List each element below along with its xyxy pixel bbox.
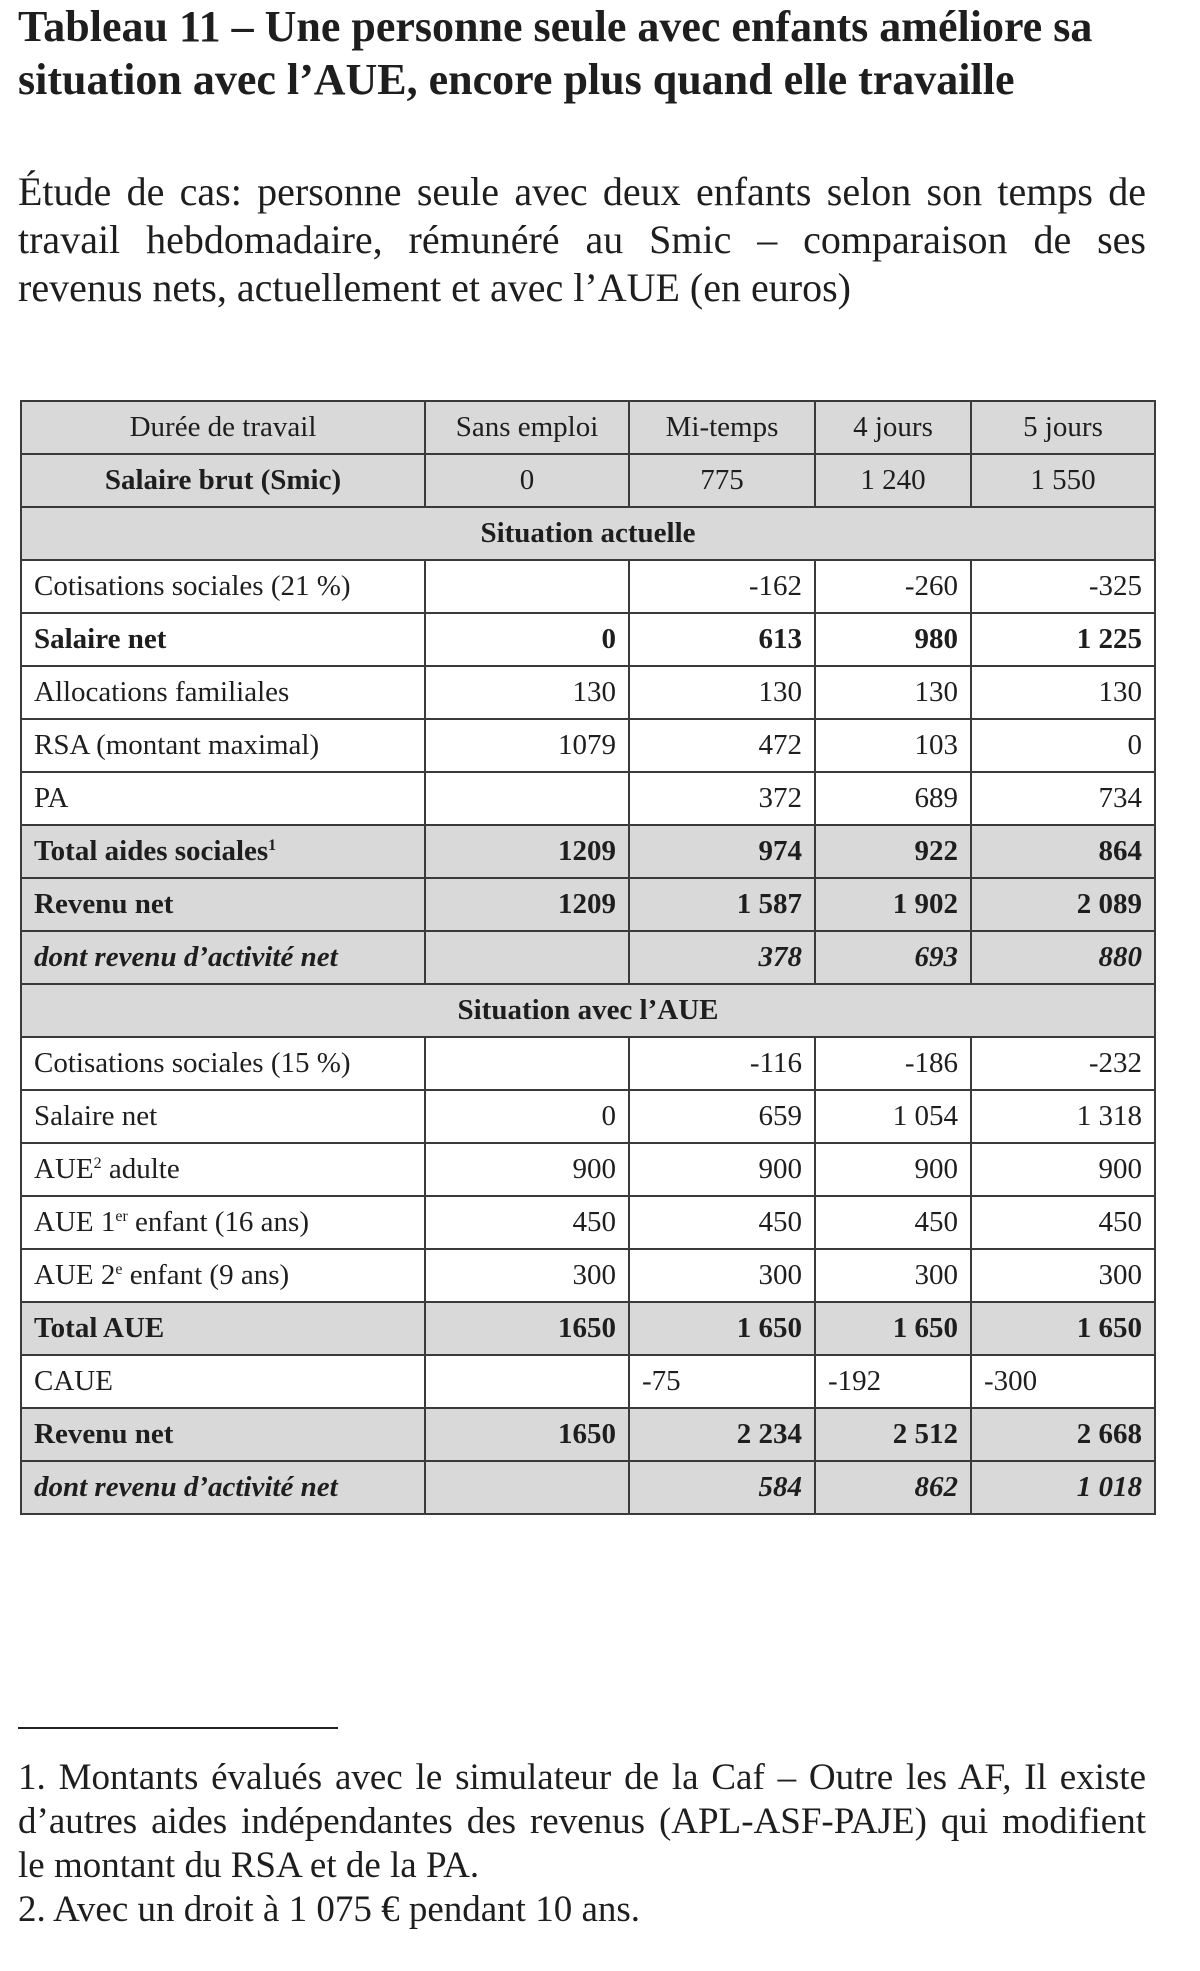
- cell: 980: [815, 613, 971, 666]
- cell: 2 089: [971, 878, 1155, 931]
- cell: 103: [815, 719, 971, 772]
- ordinal-suffix: e: [115, 1261, 123, 1278]
- row-label-text: Total aides sociales: [34, 835, 269, 867]
- header-cell: 1 240: [815, 454, 971, 507]
- table-row: [21, 1090, 1155, 1143]
- cell: 130: [425, 666, 629, 719]
- row-label-text: adulte: [101, 1153, 180, 1185]
- row-label: RSA (montant maximal): [21, 719, 425, 772]
- cell: 1 054: [815, 1090, 971, 1143]
- header-row-duration: [21, 401, 1155, 454]
- row-label-text: enfant (16 ans): [127, 1206, 309, 1238]
- section-header-aue: [21, 984, 1155, 1037]
- cell: 689: [815, 772, 971, 825]
- row-label: Salaire net: [21, 613, 425, 666]
- cell: [425, 1355, 629, 1408]
- cell: 734: [971, 772, 1155, 825]
- cell: 1 902: [815, 878, 971, 931]
- cell: 862: [815, 1461, 971, 1514]
- cell: 1 650: [815, 1302, 971, 1355]
- table-row: [21, 1249, 1155, 1302]
- cell: 450: [815, 1196, 971, 1249]
- cell: 900: [425, 1143, 629, 1196]
- header-cell: Salaire brut (Smic): [21, 454, 425, 507]
- header-cell: Mi-temps: [629, 401, 815, 454]
- cell: 450: [629, 1196, 815, 1249]
- cell: 900: [815, 1143, 971, 1196]
- footnote-divider: [18, 1727, 338, 1729]
- footnote-ref: 2: [93, 1155, 102, 1172]
- cell: -116: [629, 1037, 815, 1090]
- cell: 450: [425, 1196, 629, 1249]
- cell: 2 234: [629, 1408, 815, 1461]
- cell: 900: [971, 1143, 1155, 1196]
- row-label: [21, 825, 425, 878]
- table-subtitle: Étude de cas: personne seule avec deux enfants selon son temps de travail hebdomadaire, rémunéré au Smic – comparaison de ses revenus nets, actuellement et avec l’AUE (en euros): [18, 169, 1146, 310]
- cell: 1209: [425, 825, 629, 878]
- cell: 1079: [425, 719, 629, 772]
- cell: [425, 1461, 629, 1514]
- cell: 974: [629, 825, 815, 878]
- table-row: [21, 719, 1155, 772]
- row-label: Salaire net: [21, 1090, 425, 1143]
- table-row-caue: [21, 1355, 1155, 1408]
- section-title: Situation actuelle: [21, 507, 1155, 560]
- cell: 300: [629, 1249, 815, 1302]
- cell: 0: [425, 613, 629, 666]
- cell: -260: [815, 560, 971, 613]
- row-label: [21, 1249, 425, 1302]
- section-header-current: [21, 507, 1155, 560]
- cell: 864: [971, 825, 1155, 878]
- cell: 659: [629, 1090, 815, 1143]
- row-label: Cotisations sociales (15 %): [21, 1037, 425, 1090]
- table-row: [21, 613, 1155, 666]
- header-cell: 1 550: [971, 454, 1155, 507]
- row-label: dont revenu d’activité net: [21, 931, 425, 984]
- cell: 0: [971, 719, 1155, 772]
- cell: 693: [815, 931, 971, 984]
- table-row-dont: [21, 1461, 1155, 1514]
- header-cell: Durée de travail: [21, 401, 425, 454]
- row-label: [21, 1143, 425, 1196]
- cell: [425, 931, 629, 984]
- row-label: Cotisations sociales (21 %): [21, 560, 425, 613]
- cell: -75: [629, 1355, 815, 1408]
- row-label-text: AUE 1: [34, 1206, 116, 1238]
- cell: 372: [629, 772, 815, 825]
- footnotes: [18, 1756, 1146, 1932]
- row-label: Total AUE: [21, 1302, 425, 1355]
- row-label: PA: [21, 772, 425, 825]
- row-label: CAUE: [21, 1355, 425, 1408]
- cell: 2 512: [815, 1408, 971, 1461]
- row-label-text: AUE 2: [34, 1259, 116, 1291]
- cell: 922: [815, 825, 971, 878]
- cell: -186: [815, 1037, 971, 1090]
- cell: 0: [425, 1090, 629, 1143]
- table-title: Tableau 11 – Une personne seule avec enfants améliore sa situation avec l’AUE, encore plus quand elle travaille: [18, 2, 1093, 104]
- table-row-total-aides: [21, 825, 1155, 878]
- cell: 130: [971, 666, 1155, 719]
- row-label: Revenu net: [21, 1408, 425, 1461]
- ordinal-suffix: er: [115, 1208, 128, 1225]
- cell: 130: [815, 666, 971, 719]
- table-row: [21, 666, 1155, 719]
- cell: 472: [629, 719, 815, 772]
- cell: 1 650: [971, 1302, 1155, 1355]
- row-label: dont revenu d’activité net: [21, 1461, 425, 1514]
- header-cell: Sans emploi: [425, 401, 629, 454]
- table-row: [21, 1196, 1155, 1249]
- cell: 900: [629, 1143, 815, 1196]
- row-label: [21, 1196, 425, 1249]
- cell: 378: [629, 931, 815, 984]
- cell: 2 668: [971, 1408, 1155, 1461]
- cell: [425, 560, 629, 613]
- cell: 1 318: [971, 1090, 1155, 1143]
- income-comparison-table: [20, 400, 1156, 1515]
- table-row: [21, 1143, 1155, 1196]
- cell: 130: [629, 666, 815, 719]
- cell: [425, 1037, 629, 1090]
- table-row: [21, 772, 1155, 825]
- cell: 450: [971, 1196, 1155, 1249]
- cell: 300: [815, 1249, 971, 1302]
- table-row-dont: [21, 931, 1155, 984]
- cell: 1209: [425, 878, 629, 931]
- cell: 1650: [425, 1408, 629, 1461]
- section-title: Situation avec l’AUE: [21, 984, 1155, 1037]
- cell: 1 587: [629, 878, 815, 931]
- cell: -162: [629, 560, 815, 613]
- header-cell: 775: [629, 454, 815, 507]
- table-row-revenu-net: [21, 1408, 1155, 1461]
- footnote-1: 1. Montants évalués avec le simulateur de la Caf – Outre les AF, Il existe d’autres aides indépendantes des revenus (APL-ASF-PAJE) qui modifient le montant du RSA et de la PA.: [18, 1757, 1146, 1886]
- cell: 1650: [425, 1302, 629, 1355]
- header-cell: 5 jours: [971, 401, 1155, 454]
- row-label: Revenu net: [21, 878, 425, 931]
- header-cell: 0: [425, 454, 629, 507]
- table-row: [21, 1037, 1155, 1090]
- header-cell: 4 jours: [815, 401, 971, 454]
- cell: -232: [971, 1037, 1155, 1090]
- cell: 584: [629, 1461, 815, 1514]
- table-row-revenu-net: [21, 878, 1155, 931]
- cell: 880: [971, 931, 1155, 984]
- cell: 1 225: [971, 613, 1155, 666]
- footnote-2: 2. Avec un droit à 1 075 € pendant 10 ans.: [18, 1889, 641, 1930]
- cell: -325: [971, 560, 1155, 613]
- table-row: [21, 560, 1155, 613]
- table-row-total-aue: [21, 1302, 1155, 1355]
- cell: 1 650: [629, 1302, 815, 1355]
- cell: [425, 772, 629, 825]
- cell: 613: [629, 613, 815, 666]
- cell: 300: [971, 1249, 1155, 1302]
- cell: 1 018: [971, 1461, 1155, 1514]
- header-row-salary: [21, 454, 1155, 507]
- row-label-text: enfant (9 ans): [122, 1259, 290, 1291]
- cell: 300: [425, 1249, 629, 1302]
- cell: -300: [971, 1355, 1155, 1408]
- footnote-ref: 1: [268, 837, 277, 854]
- row-label-text: AUE: [34, 1153, 94, 1185]
- cell: -192: [815, 1355, 971, 1408]
- row-label: Allocations familiales: [21, 666, 425, 719]
